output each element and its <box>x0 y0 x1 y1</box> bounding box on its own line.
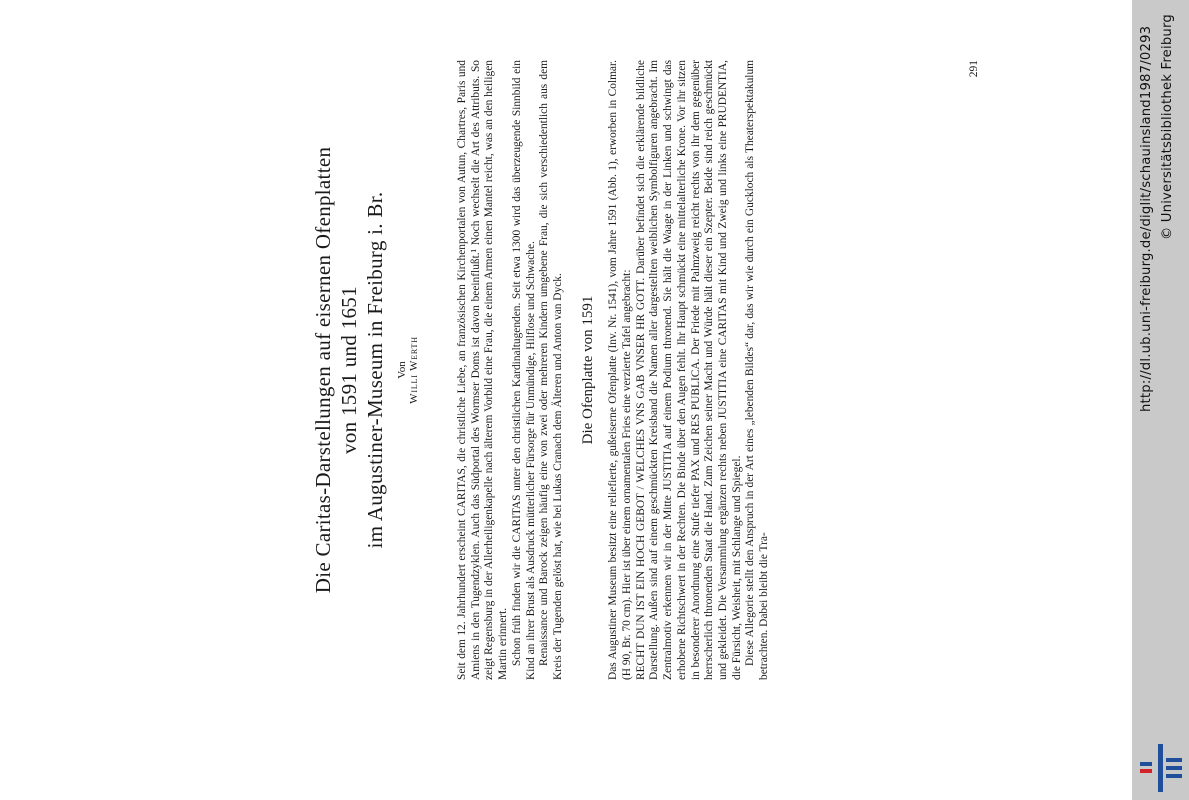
article-title-line-3: im Augustiner-Museum in Freiburg i. Br. <box>363 191 387 549</box>
scanned-page <box>268 60 980 710</box>
author-name: Willi Werth <box>408 336 420 404</box>
section-heading: Die Ofenplatte von 1591 <box>579 295 596 445</box>
paragraph: Seit dem 12. Jahrhundert erscheint CARITAS, die christliche Liebe, an französischen Kirchenportalen von Autun, Chartres, Paris und Amiens in den Tugendzyklen. Auch das Südportal des Wormser Doms ist davon beeinflußt.¹ Noch wechselt die Art des Attributs. So zeigt Regensburg in der Allerheiligenkapelle nach älterem Vorbild eine Frau, die einem Armen einen Mantel reicht, was an den heiligen Martin erinnert. <box>456 60 510 680</box>
article-header <box>310 60 420 680</box>
article-title-line-2: von 1591 und 1651 <box>337 286 361 454</box>
library-logo-icon[interactable] <box>1140 744 1182 792</box>
byline-prefix: Von <box>396 361 408 379</box>
article-body <box>456 60 772 680</box>
paragraph: Renaissance und Barock zeigen häufig eine von zwei oder mehreren Kindern umgebene Frau, die sich verschiedentlich aus dem Kreis der Tugenden gelöst hat, wie bei Lukas Cranach dem Älteren und Anton van Dyck. <box>538 60 564 680</box>
source-url-link[interactable]: http://dl.ub.uni-freiburg.de/diglit/schauinsland1987/0293 <box>1139 25 1154 412</box>
page-number: 291 <box>968 60 980 78</box>
paragraph: Das Augustiner Museum besitzt eine reliefierte, gußeiserne Ofenplatte (Inv. Nr. 1541), vom Jahre 1591 (Abb. 1), erworben in Colmar. (H 90, Br. 70 cm). Hier ist über einem ornamentalen Fries eine verzierte Tafel angebracht: <box>607 60 634 680</box>
copyright-notice: © Universitätsbibliothek Freiburg <box>1160 14 1175 240</box>
paragraph: Diese Allegorie stellt den Anspruch in der Art eines „lebenden Bildes“ dar, das wir wie durch ein Guckloch als Theaterspektakulum betrachten. Dabei bleibt die Tra- <box>744 60 771 680</box>
paragraph: RECHT DUN IST EIN HOCH GEBOT / WELCHES VNS GAB VNSER HR GOTT. Darüber befindet sich die erklärende bildliche Darstellung. Außen sind auf einem geschmückten Kreisband die Namen aller dargestellten weiblichen Symbolfiguren angebracht. Im Zentralmotiv erkennen wir in der Mitte JUSTITIA auf einem Podium thronend. Sie hält die Waage in der Linken und schwingt das erhobene Richtschwert in der Rechten. Die Binde über den Augen fehlt. Ihr Haupt schmückt eine mittelalterliche Krone. Vor ihr sitzen in besonderer Anordnung eine Stufe tiefer PAX und RES PUBLICA. Der Friede mit Palmzweig reicht rechts von ihr dem gegenüber herrscherlich thronenden Staat die Hand. Zum Zeichen seiner Macht und Würde hält dieser ein Szepter. Beide sind reich geschmückt und gekleidet. Die Versammlung ergänzen rechts neben JUSTITIA eine CARITAS mit Kind und Zweig und links eine PRUDENTIA, die Fürsicht, Weisheit, mit Schlange und Spiegel. <box>634 60 743 680</box>
article-title-line-1: Die Caritas-Darstellungen auf eisernen Ofenplatten <box>311 146 335 594</box>
paragraph: Schon früh finden wir die CARITAS unter den christlichen Kardinaltugenden. Seit etwa 1300 wird das überzeugende Sinnbild ein Kind an ihrer Brust als Ausdruck mütterlicher Fürsorge für Unmündige, Hilflose und Schwache. <box>510 60 537 680</box>
